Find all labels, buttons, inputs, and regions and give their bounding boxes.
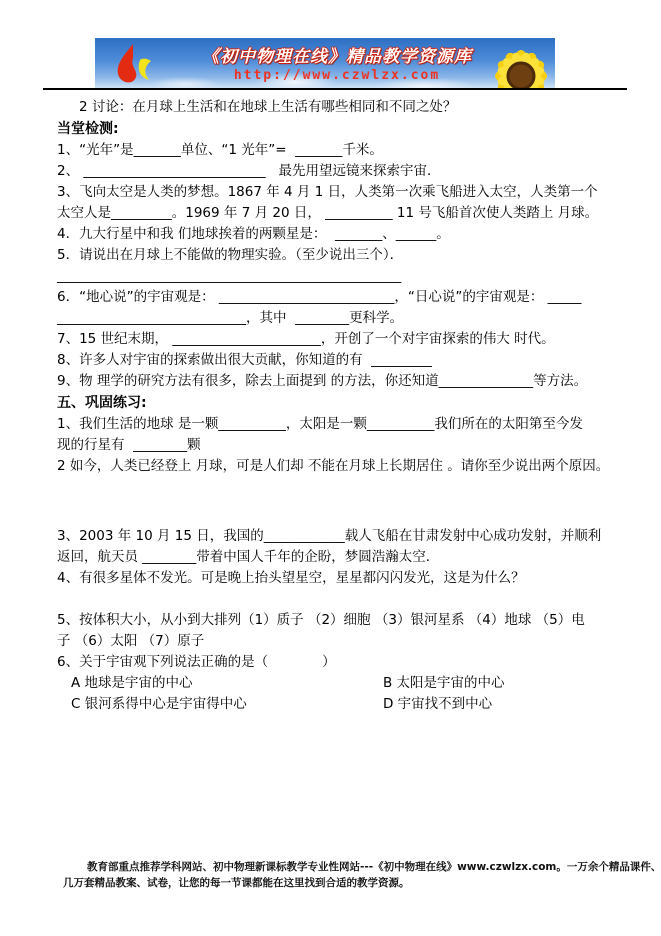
footer-line-1: 教育部重点推荐学科网站、初中物理新课标教学专业性网站---《初中物理在线》www.czwlzx.com。一万余个精品课件、	[87, 861, 661, 873]
practice-section-heading: 五、巩固练习:	[57, 395, 147, 411]
answer-space	[57, 477, 609, 526]
option-d: D 宇宙找不到中心	[383, 696, 493, 712]
practice-q2: 2 如今，人类已经登上 月球，可是人们却 不能在月球上长期居住 。请你至少说出两个原因。	[57, 458, 610, 474]
quiz-q1: 1、“光年”是_______单位、“1 光年”= _______千米。	[57, 142, 383, 158]
option-b: B 太阳是宇宙的中心	[383, 675, 505, 691]
practice-q6: 6、关于宇宙观下列说法正确的是（ ）	[57, 654, 336, 670]
site-banner	[95, 38, 555, 88]
practice-q1-line2: 现的行星有 ________颗	[57, 437, 201, 453]
footer-line-2: 几万套精品教案、试卷，让您的每一节课都能在这里找到合适的教学资源。	[63, 877, 410, 889]
practice-q3-line1: 3、2003 年 10 月 15 日，我国的____________载人飞船在甘肃发射中心成功发射，并顺利	[57, 528, 602, 544]
quiz-q5: 5．请说出在月球上不能做的物理实验。（至少说出三个）．	[57, 247, 404, 263]
option-c: C 银河系得中心是宇宙得中心	[71, 696, 247, 712]
option-a: A 地球是宇宙的中心	[71, 675, 193, 691]
banner-url-link[interactable]: http://www.czwlzx.com	[233, 68, 441, 83]
site-logo-icon	[109, 43, 161, 87]
quiz-q4: 4．九大行星中和我 们地球挨着的两颗星是： _______、______。	[57, 226, 450, 242]
quiz-q9: 9、物 理学的研究方法有很多，除去上面提到 的方法，你还知道______________等方法。	[57, 373, 588, 389]
answer-space	[57, 589, 609, 610]
option-row-2	[57, 694, 609, 715]
quiz-q7: 7、15 世纪末期， ______________________，开创了一个对宇宙探索的伟大 时代。	[57, 331, 555, 347]
header-divider	[43, 88, 627, 90]
page-footer	[63, 859, 661, 891]
option-row-1	[57, 673, 609, 694]
practice-q4: 4、有很多星体不发光。可是晚上抬头望星空，星星都闪闪发光，这是为什么？	[57, 570, 525, 586]
quiz-q6-line1: 6．“地心说”的宇宙观是： __________________________，“日心说”的宇宙观是： _____	[57, 289, 582, 305]
quiz-section-heading: 当堂检测:	[57, 121, 119, 137]
practice-q1-line1: 1、我们生活的地球 是一颗__________，太阳是一颗__________我们所在的太阳第至今发	[57, 416, 583, 432]
banner-title: 《初中物理在线》精品教学资源库	[202, 47, 472, 67]
practice-q5-line1: 5、按体积大小，从小到大排列（1）质子 （2）细胞 （3）银河星系 （4）地球 （5）电	[57, 612, 585, 628]
quiz-q6-line2: ____________________________，其中 ________更科学。	[57, 310, 404, 326]
quiz-q3-line1: 3、飞向太空是人类的梦想。1867 年 4 月 1 日，人类第一次乘飞船进入太空，人类第一个	[57, 184, 598, 200]
sunflower-image	[463, 38, 555, 88]
quiz-q5-answer-blank: ___________________________________________________	[57, 268, 402, 284]
discussion-line: 2 讨论：在月球上生活和在地球上生活有哪些相同和不同之处？	[79, 99, 457, 115]
quiz-q2: 2、 ___________________________ 最先用望远镜来探索宇宙．	[57, 163, 441, 179]
quiz-q3-line2: 太空人是_________。1969 年 7 月 20 日， __________ 11 号飞船首次使人类踏上 月球。	[57, 205, 599, 221]
practice-q5-line2: 子 （6）太阳 （7）原子	[57, 633, 205, 649]
practice-q3-line2: 返回，航天员 ________带着中国人千年的企盼，梦圆浩瀚太空．	[57, 549, 440, 565]
worksheet-body	[57, 97, 609, 715]
quiz-q8: 8、许多人对宇宙的探索做出很大贡献，你知道的有 _________	[57, 352, 432, 368]
